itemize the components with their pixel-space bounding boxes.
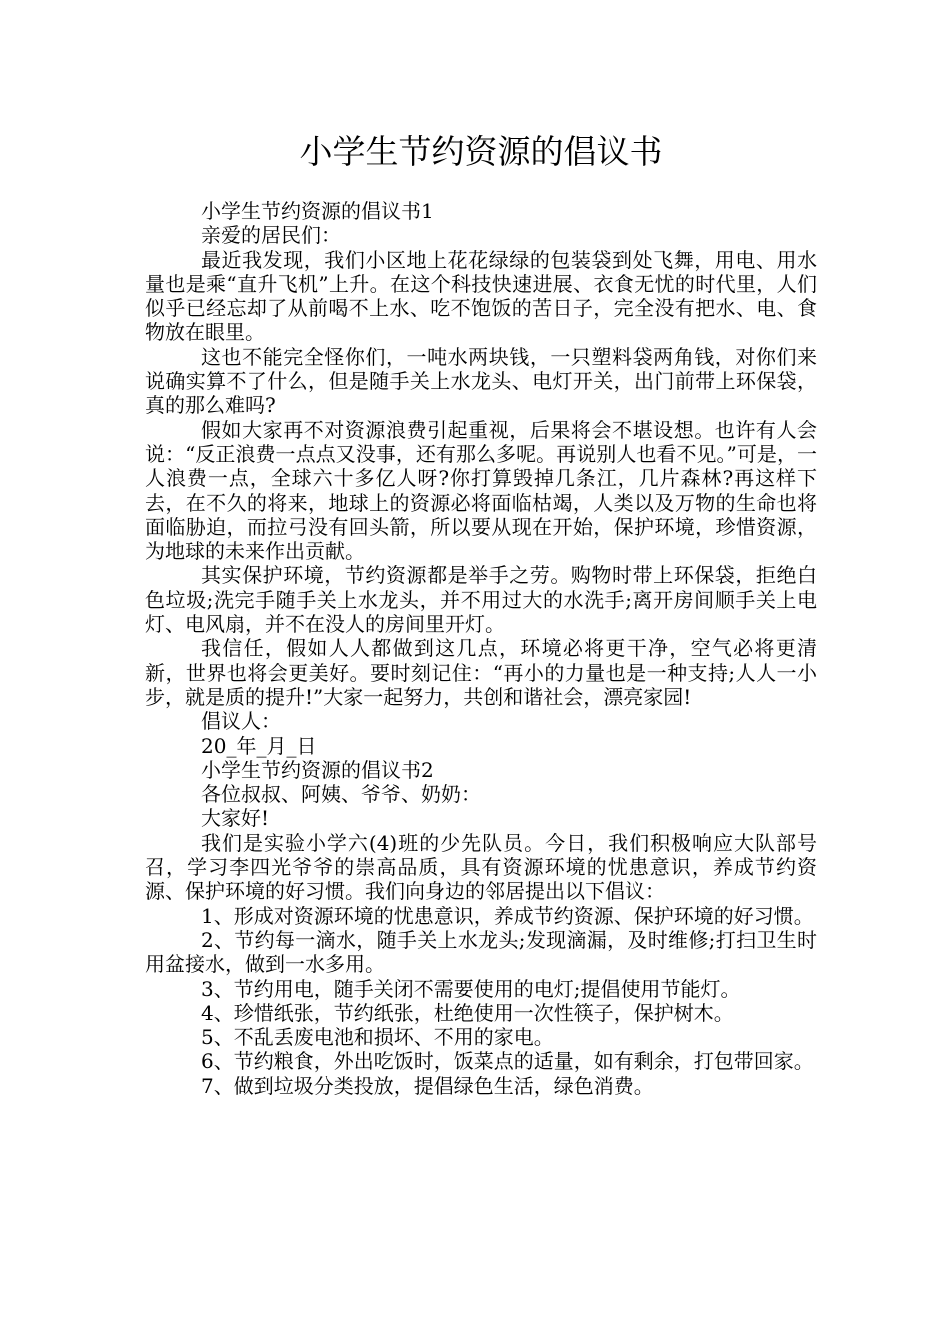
letter1-paragraph: 我信任，假如人人都做到这几点，环境必将更干净，空气必将更清新，世界也将会更美好。要时刻记住：“再小的力量也是一种支持;人人一小步，就是质的提升!”大家一起努力，共创和谐社会，漂亮家园!	[145, 636, 817, 709]
letter1-paragraph: 最近我发现，我们小区地上花花绿绿的包装袋到处飞舞，用电、用水量也是乘“直升飞机”上升。在这个科技快速进展、衣食无忧的时代里，人们似乎已经忘却了从前喝不上水、吃不饱饭的苦日子，完全没有把水、电、食物放在眼里。	[145, 247, 817, 345]
proposal-item: 6、节约粮食，外出吃饭时，饭菜点的适量，如有剩余，打包带回家。	[201, 1049, 814, 1074]
letter1-date: 20_年_月_日	[201, 733, 317, 758]
letter2-salutation: 大家好!	[201, 806, 270, 831]
letter1-greeting: 亲爱的居民们：	[201, 223, 341, 248]
letter2-greeting: 各位叔叔、阿姨、爷爷、奶奶：	[201, 782, 481, 807]
letter2-intro: 我们是实验小学六(4)班的少先队员。今日，我们积极响应大队部号召，学习李四光爷爷的崇高品质，具有资源环境的忧患意识，养成节约资源、保护环境的好习惯。我们向身边的邻居提出以下倡议：	[145, 830, 817, 904]
letter1-paragraph: 假如大家再不对资源浪费引起重视，后果将会不堪设想。也许有人会说：“反正浪费一点点又没事，还有那么多呢。再说别人也看不见。”可是，一人浪费一点，全球六十多亿人呀?你打算毁掉几条江，几片森林?再这样下去，在不久的将来，地球上的资源必将面临枯竭，人类以及万物的生命也将面临胁迫，而拉弓没有回头箭，所以要从现在开始，保护环境，珍惜资源，为地球的未来作出贡献。	[145, 417, 817, 564]
letter2-heading: 小学生节约资源的倡议书2	[201, 757, 434, 782]
proposal-item: 2、节约每一滴水，随手关上水龙头;发现滴漏，及时维修;打扫卫生时用盆接水，做到一水多用。	[145, 927, 817, 977]
document-title: 小学生节约资源的倡议书	[299, 132, 663, 171]
letter1-paragraph: 这也不能完全怪你们，一吨水两块钱，一只塑料袋两角钱，对你们来说确实算不了什么，但是随手关上水龙头、电灯开关，出门前带上环保袋，真的那么难吗?	[145, 344, 817, 418]
proposal-item: 3、节约用电，随手关闭不需要使用的电灯;提倡使用节能灯。	[201, 976, 741, 1001]
letter1-heading: 小学生节约资源的倡议书1	[201, 199, 434, 223]
proposal-item: 4、珍惜纸张，节约纸张，杜绝使用一次性筷子，保护树木。	[201, 1000, 734, 1025]
proposal-item: 5、不乱丢废电池和损坏、不用的家电。	[201, 1025, 554, 1050]
letter1-signature: 倡议人：	[201, 709, 281, 734]
letter1-paragraph: 其实保护环境，节约资源都是举手之劳。购物时带上环保袋，拒绝白色垃圾;洗完手随手关上水龙头，并不用过大的水洗手;离开房间顺手关上电灯、电风扇，并不在没人的房间里开灯。	[145, 563, 817, 637]
proposal-item: 7、做到垃圾分类投放，提倡绿色生活，绿色消费。	[201, 1073, 654, 1098]
proposal-item: 1、形成对资源环境的忧患意识，养成节约资源、保护环境的好习惯。	[201, 903, 814, 928]
document-body	[145, 199, 817, 1098]
document-page	[145, 128, 817, 1098]
